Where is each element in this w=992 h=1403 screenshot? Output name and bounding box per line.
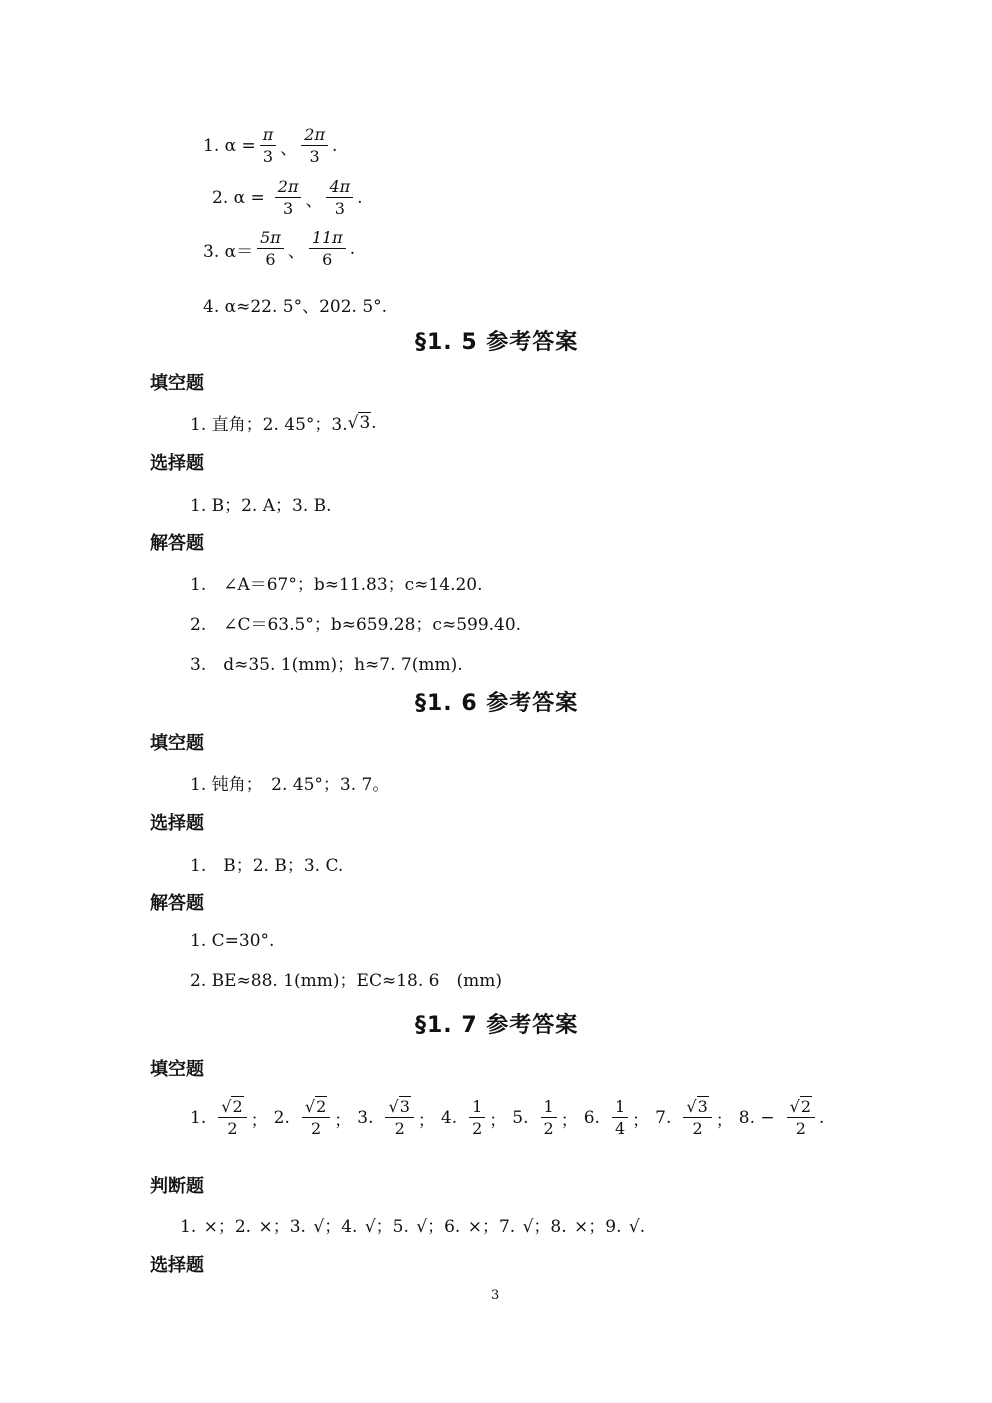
period: . xyxy=(357,188,363,209)
solve-answer-1: 1. ∠A＝67°；b≈11.83；c≈14.20. xyxy=(190,575,483,595)
fraction-denominator: 3 xyxy=(309,147,320,167)
sqrt-symbol: √ xyxy=(789,1097,800,1116)
fill-item-label: 7. xyxy=(655,1108,672,1129)
fraction-denominator: 2 xyxy=(795,1119,806,1139)
choice-answers: 1. B；2. B；3. C. xyxy=(190,856,344,876)
fraction-denominator: 6 xyxy=(322,250,333,270)
fraction-numerator: 1 xyxy=(469,1098,485,1118)
choice-title: 选择题 xyxy=(150,453,204,474)
answer-line-1 xyxy=(203,126,337,167)
sqrt-symbol: √ xyxy=(686,1097,697,1116)
fill-blank-title: 填空题 xyxy=(150,733,204,754)
fraction-denominator: 3 xyxy=(283,199,294,219)
fill-blank-fraction-answers xyxy=(190,1098,830,1139)
solve-answer-2: 2. ∠C＝63.5°；b≈659.28；c≈599.40. xyxy=(190,615,522,635)
fraction-denominator: 2 xyxy=(472,1119,483,1139)
separator: ； xyxy=(560,1110,578,1131)
judge-title: 判断题 xyxy=(150,1176,204,1197)
answer-line-3 xyxy=(203,229,355,270)
separator: ； xyxy=(417,1110,435,1131)
separator: ； xyxy=(715,1110,733,1131)
section-heading-1-7: §1. 7 参考答案 xyxy=(415,1013,579,1038)
fraction-denominator: 2 xyxy=(692,1119,703,1139)
answer-line-2 xyxy=(212,178,363,219)
separator: 、 xyxy=(305,190,323,211)
answer-text: 1. 直角；2. 45°；3. xyxy=(190,415,348,435)
separator: . xyxy=(819,1108,825,1129)
fraction-denominator: 2 xyxy=(310,1119,322,1139)
separator: 、 xyxy=(280,138,298,159)
sqrt-radicand: 2 xyxy=(316,1097,327,1116)
fraction-numerator: π xyxy=(260,126,277,146)
section-heading-1-5: §1. 5 参考答案 xyxy=(415,330,579,355)
separator: ； xyxy=(250,1110,268,1131)
fraction-denominator: 2 xyxy=(543,1119,554,1139)
separator: ； xyxy=(334,1110,352,1131)
fraction xyxy=(385,1098,413,1139)
solve-title: 解答题 xyxy=(150,533,204,554)
answer-line-4: 4. α≈22. 5°、202. 5°. xyxy=(203,297,388,317)
fraction-numerator xyxy=(787,1098,815,1118)
solve-title: 解答题 xyxy=(150,893,204,914)
fill-item-label: 6. xyxy=(583,1108,600,1129)
fraction-numerator: 11π xyxy=(309,229,346,249)
separator: ； xyxy=(632,1110,650,1131)
fraction-denominator: 4 xyxy=(614,1119,626,1139)
fraction xyxy=(257,229,284,270)
fraction-denominator: 2 xyxy=(227,1119,238,1139)
answer-prefix: 3. α＝ xyxy=(203,241,254,262)
section-heading-1-6: §1. 6 参考答案 xyxy=(415,691,579,716)
period: . xyxy=(331,136,338,157)
sqrt-symbol: √ xyxy=(347,412,359,433)
fraction xyxy=(541,1098,557,1139)
sqrt-symbol: √ xyxy=(221,1097,232,1116)
fraction-numerator xyxy=(302,1098,330,1118)
sqrt-radicand: 2 xyxy=(800,1097,812,1116)
fraction-numerator: 4π xyxy=(326,178,353,198)
solve-answer-3: 3. d≈35. 1(mm)；h≈7. 7(mm). xyxy=(190,655,463,675)
fill-blank-answers: 1. 钝角； 2. 45°；3. 7。 xyxy=(190,775,390,795)
fraction-denominator: 6 xyxy=(265,250,276,270)
answer-prefix: 2. α = xyxy=(212,188,265,209)
judge-answers: 1. ×；2. ×；3. √；4. √；5. √；6. ×；7. √；8. ×；9. √. xyxy=(180,1217,646,1237)
fraction xyxy=(302,1098,330,1139)
fraction-numerator: 1 xyxy=(612,1098,628,1118)
choice-title: 选择题 xyxy=(150,1255,204,1276)
fraction-numerator: 2π xyxy=(301,126,328,146)
fraction-numerator: 1 xyxy=(541,1098,557,1118)
fill-item-label: 2. xyxy=(273,1108,290,1129)
sqrt-radicand: 2 xyxy=(232,1097,243,1116)
fill-item-label: 5. xyxy=(512,1108,529,1129)
answer-prefix: 1. α = xyxy=(203,136,256,157)
fill-item-label: 4. xyxy=(440,1108,458,1129)
fraction xyxy=(275,178,302,219)
fill-item-label: 8. − xyxy=(738,1108,775,1129)
fraction-numerator xyxy=(218,1098,246,1118)
sqrt-symbol: √ xyxy=(388,1097,399,1116)
sqrt-radicand: 3 xyxy=(697,1097,708,1116)
sqrt-symbol: √ xyxy=(304,1097,316,1116)
solve-answer-1: 1. C=30°. xyxy=(190,931,275,951)
fraction-numerator: 2π xyxy=(275,178,302,198)
separator: 、 xyxy=(287,241,305,262)
fraction xyxy=(218,1098,246,1139)
fraction-denominator: 2 xyxy=(394,1119,405,1139)
sqrt-radicand: 3 xyxy=(359,413,371,433)
fill-blank-title: 填空题 xyxy=(150,1059,204,1080)
sqrt-radicand: 3 xyxy=(399,1097,410,1116)
solve-answer-2: 2. BE≈88. 1(mm)；EC≈18. 6 (mm) xyxy=(190,971,502,991)
separator: ； xyxy=(489,1110,507,1131)
page-number: 3 xyxy=(491,1288,500,1303)
fill-blank-title: 填空题 xyxy=(150,373,204,394)
fraction-numerator xyxy=(385,1098,413,1118)
fraction xyxy=(612,1098,628,1139)
fraction xyxy=(309,229,346,270)
fill-blank-answers xyxy=(190,410,377,435)
period: . xyxy=(371,412,377,433)
period: . xyxy=(349,239,356,260)
choice-title: 选择题 xyxy=(150,813,204,834)
fraction-numerator xyxy=(683,1098,711,1118)
fraction xyxy=(683,1098,711,1139)
fraction xyxy=(301,126,328,167)
fraction xyxy=(787,1098,815,1139)
fraction-denominator: 3 xyxy=(262,147,274,167)
fraction xyxy=(469,1098,485,1139)
fraction-numerator: 5π xyxy=(257,229,284,249)
fraction xyxy=(260,126,277,167)
fraction xyxy=(326,178,353,219)
fraction-denominator: 3 xyxy=(334,199,345,219)
fill-item-label: 3. xyxy=(357,1108,374,1129)
fill-item-label: 1. xyxy=(190,1108,207,1129)
choice-answers: 1. B；2. A；3. B. xyxy=(190,496,332,516)
